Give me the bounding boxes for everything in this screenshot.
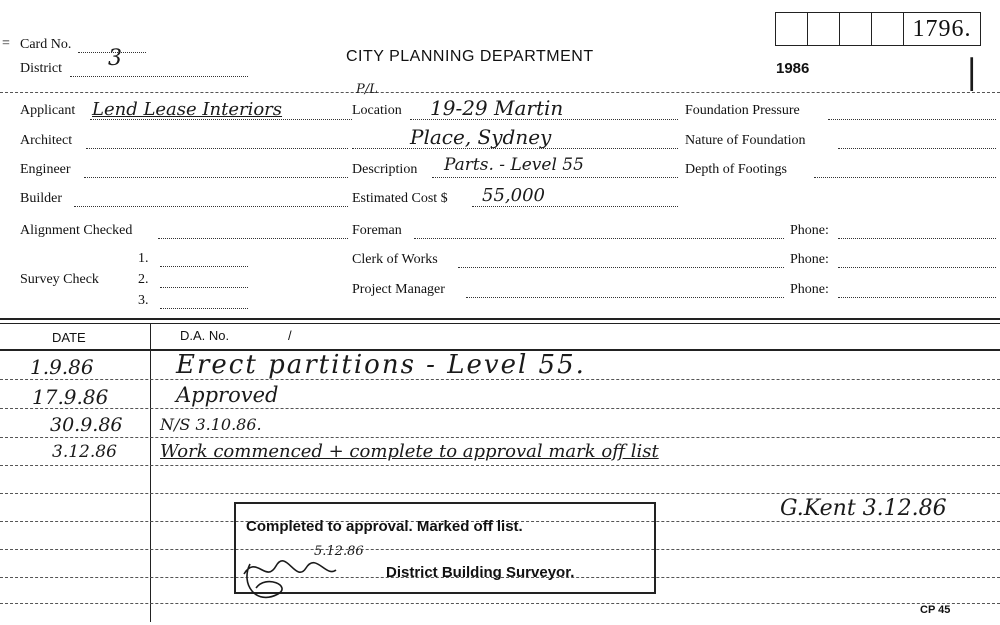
builder-line xyxy=(74,206,348,207)
entry-date: 3.12.86 xyxy=(52,442,117,462)
project-manager-label: Project Manager xyxy=(352,282,445,297)
estimated-cost-label: Estimated Cost $ xyxy=(352,191,448,206)
district-line xyxy=(70,76,248,77)
alignment-label: Alignment Checked xyxy=(20,223,133,238)
phone-label-2: Phone: xyxy=(790,252,829,267)
phone-label-1: Phone: xyxy=(790,223,829,238)
table-top-border xyxy=(0,318,1000,320)
clerk-line xyxy=(458,267,784,268)
signature-scribble xyxy=(236,544,366,608)
department-title: CITY PLANNING DEPARTMENT xyxy=(346,48,594,65)
card-number: 1796. xyxy=(903,12,981,46)
entry-date: 30.9.86 xyxy=(50,414,123,436)
survey-line-2 xyxy=(160,287,248,288)
stamp-line-1: Completed to approval. Marked off list. xyxy=(246,518,523,535)
applicant-value: Lend Lease Interiors xyxy=(92,99,283,120)
nature-foundation-label: Nature of Foundation xyxy=(685,133,806,148)
entry-note: N/S 3.10.86. xyxy=(160,415,262,434)
phone-line-2 xyxy=(838,267,996,268)
da-header: D.A. No. xyxy=(180,328,230,343)
estimated-cost-line xyxy=(472,206,678,207)
nature-foundation-line xyxy=(838,148,996,149)
depth-footings-line xyxy=(814,177,996,178)
ruled-line xyxy=(0,437,1000,438)
card-no-label: Card No. xyxy=(20,37,72,52)
architect-label: Architect xyxy=(20,133,73,148)
engineer-line xyxy=(84,177,348,178)
entry-date: 1.9.86 xyxy=(30,355,94,379)
year-label: 1986 xyxy=(776,60,810,77)
builder-label: Builder xyxy=(20,191,62,206)
phone-line-1 xyxy=(838,238,996,239)
survey-item-3: 3. xyxy=(138,293,149,308)
ruled-line xyxy=(0,465,1000,466)
ruled-line xyxy=(0,493,1000,494)
entry-date: 17.9.86 xyxy=(32,385,109,409)
number-box xyxy=(775,12,807,46)
survey-line-1 xyxy=(160,266,248,267)
ruled-line xyxy=(0,408,1000,409)
entry-note: Work commenced + complete to approval mark off list xyxy=(160,441,659,462)
stamp-line-2: District Building Surveyor. xyxy=(386,564,575,581)
signoff: G.Kent 3.12.86 xyxy=(780,496,947,521)
date-header: DATE xyxy=(52,330,86,345)
location-label: Location xyxy=(352,103,402,118)
architect-line xyxy=(86,148,348,149)
number-box xyxy=(871,12,903,46)
margin-dash: = xyxy=(2,36,10,51)
divider-top xyxy=(0,92,1000,93)
corner-mark: | xyxy=(966,52,978,92)
location-suffix: P/L xyxy=(356,82,378,97)
description-label: Description xyxy=(352,162,418,177)
description-value: Parts. - Level 55 xyxy=(444,155,584,175)
location-value-2: Place, Sydney xyxy=(410,125,552,149)
depth-footings-label: Depth of Footings xyxy=(685,162,787,177)
number-box xyxy=(839,12,871,46)
survey-label: Survey Check xyxy=(20,272,99,287)
da-slash: / xyxy=(288,328,292,343)
approval-stamp xyxy=(234,502,656,594)
card-number-boxes xyxy=(775,12,981,46)
survey-line-3 xyxy=(160,308,248,309)
district-value: 3 xyxy=(108,46,122,71)
ruled-line xyxy=(0,603,1000,604)
entry-note: Erect partitions - Level 55. xyxy=(176,350,586,380)
phone-line-3 xyxy=(838,297,996,298)
number-box xyxy=(807,12,839,46)
description-line xyxy=(432,177,678,178)
alignment-line xyxy=(158,238,348,239)
applicant-label: Applicant xyxy=(20,103,76,118)
survey-item-1: 1. xyxy=(138,251,149,266)
foundation-pressure-line xyxy=(828,119,996,120)
phone-label-3: Phone: xyxy=(790,282,829,297)
estimated-cost-value: 55,000 xyxy=(482,185,545,206)
stamp-handwritten-date: 5.12.86 xyxy=(314,544,364,559)
project-manager-line xyxy=(466,297,784,298)
clerk-label: Clerk of Works xyxy=(352,252,438,267)
form-code: CP 45 xyxy=(920,604,951,616)
foreman-label: Foreman xyxy=(352,223,402,238)
entry-note: Approved xyxy=(176,383,279,407)
foreman-line xyxy=(414,238,784,239)
district-label: District xyxy=(20,61,62,76)
survey-item-2: 2. xyxy=(138,272,149,287)
foundation-pressure-label: Foundation Pressure xyxy=(685,103,800,118)
location-value-1: 19-29 Martin xyxy=(430,96,564,120)
engineer-label: Engineer xyxy=(20,162,71,177)
